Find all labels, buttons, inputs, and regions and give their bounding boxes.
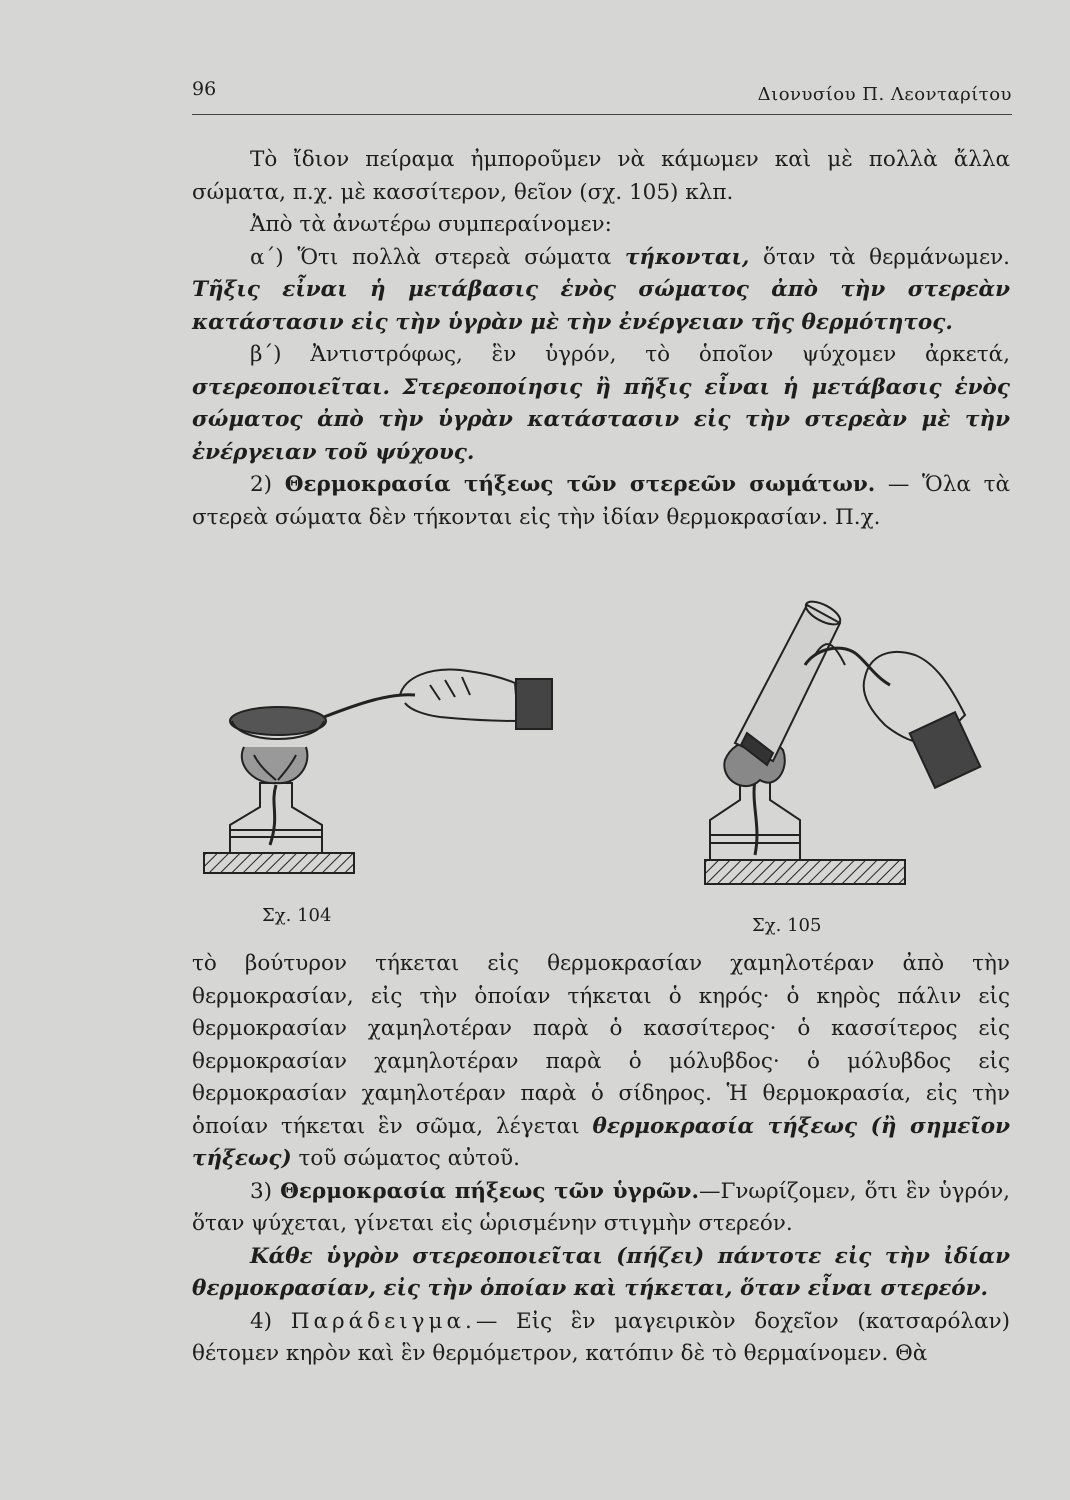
text-span: τοῦ σώματος αὐτοῦ. [291,1146,520,1171]
definition-solidification: Στερεοποίησις ἢ πῆξις εἶναι ἡ μετάβασις ἑνὸς σώματος ἀπὸ τὴν ὑγρὰν κατάστασιν εἰς τὴν στερεὰν μὲ τὴν ἐνέργειαν τοῦ ψύχους. [192,374,1010,465]
paragraph-melting-points [192,948,1010,1176]
figure-105-caption: Σχ. 105 [752,915,822,936]
text-span: —Γνωρίζομεν, ὅτι ἓν ὑγρόν, ὅταν ψύχεται, γίνεται εἰς ὡρισμένην στιγμὴν στερεόν. [192,1178,1010,1236]
term-melting-point: θερμοκρασία τήξεως (ἢ σημεῖον τήξεως) [192,1113,1010,1171]
figure-105-test-tube-lamp [665,585,995,895]
example-label: Παράδειγμα. [290,1308,476,1334]
text-span [390,375,402,400]
page-header [192,78,1012,118]
section-2-heading: Θερμοκρασία τήξεως τῶν στερεῶν σωμάτων. [284,472,876,497]
section-number: 2) [250,472,285,497]
running-head: Διονυσίου Π. Λεονταρίτου [757,84,1012,105]
section-4-paragraph [192,1306,1010,1371]
section-number: 3) [250,1178,281,1204]
section-3-heading: Θερμοκρασία πήξεως τῶν ὑγρῶν. [280,1178,699,1204]
section-number: 4) [250,1308,291,1334]
text-span: — Ὅλα τὰ στερεὰ σώματα δὲν τήκονται εἰς τὴν ἰδίαν θερμοκρασίαν. Π.χ. [192,472,1010,530]
section-2-paragraph [192,469,1010,534]
top-text-block [192,144,1010,534]
text-span: — Εἰς ἓν μαγειρικὸν δοχεῖον (κατσαρόλαν) θέτομεν κηρὸν καὶ ἓν θερμόμετρον, κατόπιν δὲ τὸ θερμαίνομεν. Θὰ [192,1308,1010,1366]
figure-104-caption: Σχ. 104 [262,905,332,926]
definition-melting: Τῆξις εἶναι ἡ μετάβασις ἑνὸς σώματος ἀπὸ τὴν στερεὰν κατάστασιν εἰς τὴν ὑγρὰν μὲ τὴν ἐνέργειαν τῆς θερμότητος. [192,277,1010,335]
bottom-text-block [192,948,1010,1371]
section-3-paragraph [192,1176,1010,1241]
paragraph-conclusion-lead: Ἀπὸ τὰ ἀνωτέρω συμπεραίνομεν: [250,212,612,237]
paragraph-conclusion-a [192,242,1010,340]
page-number: 96 [192,78,217,100]
text-span: α΄) Ὅτι πολλὰ στερεὰ σώματα [250,244,625,270]
emphasis-term: τήκονται, [624,244,750,270]
emphasis-term: στερεοποιεῖται. [192,374,390,400]
text-span: β΄) Ἀντιστρόφως, ἓν ὑγρόν, τὸ ὁποῖον ψύχομεν ἀρκετά, [250,342,1010,367]
paragraph-conclusion-b [192,339,1010,469]
figure-104-spoon-lamp [200,655,570,880]
header-rule [192,114,1012,115]
text-span: ὅταν τὰ θερμάνωμεν. [749,244,1010,270]
rule-statement: Κάθε ὑγρὸν στερεοποιεῖται (πήζει) πάντοτε εἰς τὴν ἰδίαν θερμοκρασίαν, εἰς τὴν ὁποίαν καὶ τήκεται, ὅταν εἶναι στερεόν. [192,1243,1010,1301]
paragraph-intro: Τὸ ἴδιον πείραμα ἠμποροῦμεν νὰ κάμωμεν καὶ μὲ πολλὰ ἄλλα σώματα, π.χ. μὲ κασσίτερον, θεῖον (σχ. 105) κλπ. [192,147,1010,205]
text-span: τὸ βούτυρον τήκεται εἰς θερμοκρασίαν χαμηλοτέραν ἀπὸ τὴν θερμοκρασίαν, εἰς τὴν ὁποίαν τήκεται ὁ κηρός· ὁ κηρὸς πάλιν εἰς θερμοκρασίαν χαμηλοτέραν παρὰ ὁ κασσίτερος· ὁ κασσίτερος εἰς θερμοκρασίαν χαμηλοτέραν παρὰ ὁ μόλυβδος· ὁ μόλυβδος εἰς θερμοκρασίαν χαμηλοτέραν παρὰ ὁ σίδηρος. Ἡ θερμοκρασία, εἰς τὴν ὁποίαν τήκεται ἓν σῶμα, λέγεται [192,951,1010,1139]
